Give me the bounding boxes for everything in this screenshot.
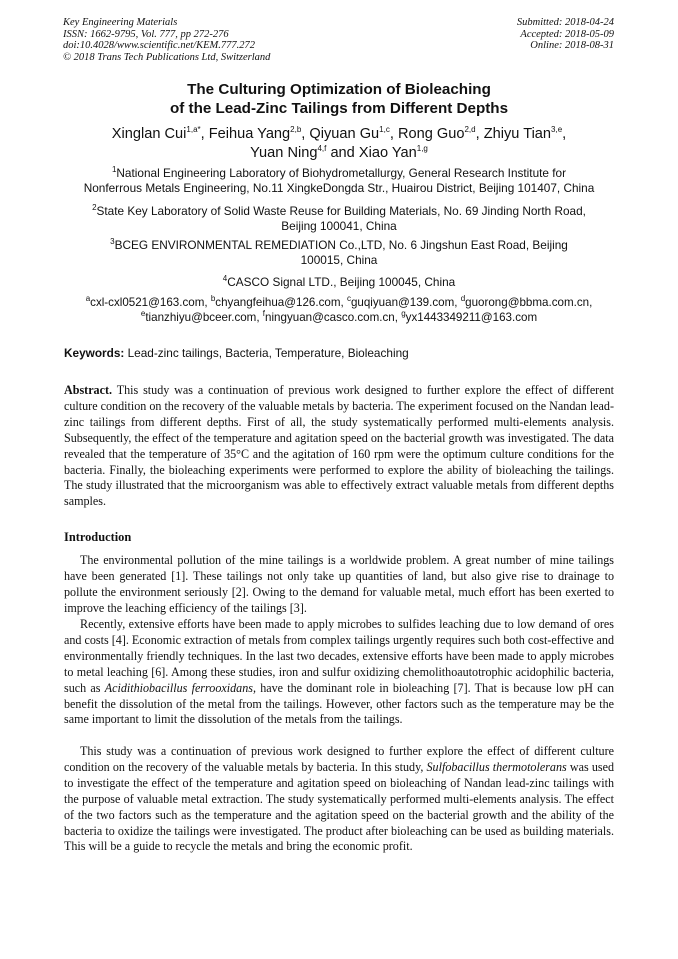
- email-key: b: [210, 294, 216, 304]
- author-affil: 1,c: [379, 125, 390, 135]
- author-name: Yuan Ning: [250, 145, 318, 161]
- keywords-label: Keywords:: [64, 346, 125, 360]
- email-link[interactable]: tianzhiyu@bceer.com: [145, 310, 257, 324]
- journal-name: Key Engineering Materials: [63, 17, 178, 28]
- author-affil: 3,e: [551, 125, 563, 135]
- journal-copyright: © 2018 Trans Tech Publications Ltd, Switzerland: [63, 51, 271, 63]
- author-name: Zhiyu Tian: [483, 126, 552, 142]
- email-link[interactable]: guqiyuan@139.com: [350, 296, 455, 309]
- journal-doi: doi:10.4028/www.scientific.net/KEM.777.272: [63, 40, 255, 51]
- intro-text: have the dominant role in bioleaching [7]. That is because low pH can benefit the dissolution of the metal from the tailings. However, other factors such as the temperature may be the same important to limit the dissolution of the metals from the tailings.: [64, 680, 615, 727]
- journal-issn: ISSN: 1662-9795, Vol. 777, pp 272-276: [63, 28, 229, 40]
- abstract-text: This study was a continuation of previous work designed to further explore the effect of different culture condition on the recovery of the valuable metals by bacteria. The experiment focused on the Nandan lead-zinc tailings from different depths. First of all, the study systematically performed multi-elements analysis. Subsequently, the effect of the temperature and agitation speed on the bacterial growth was investigated. The data revealed that the temperature of 35°C and the agitation of 160 rpm were the optimum culture conditions for the bacteria. Finally, the bioleaching experiments were performed to explore the ability of bioleaching the tailings. The study illustrated that the microorganism was able to effectively extract valuable metals from different depths samples.: [64, 383, 614, 509]
- dates-info: [517, 17, 614, 52]
- author-affil: 1,a*: [186, 125, 201, 135]
- keywords: [64, 346, 409, 360]
- author-sep: ,: [475, 126, 484, 142]
- email-key: d: [460, 294, 466, 304]
- author-affil: 2,d: [464, 125, 476, 135]
- author-sep: ,: [301, 126, 310, 142]
- author-name: Xinglan Cui: [111, 126, 187, 142]
- intro-text: was used to investigate the effect of the temperature and agitation speed on bioleaching of Nandan lead-zinc tailings with the purpose of valuable metal extraction. The study systematically performed multi-elements analysis. The effect of the two factors such as the temperature and the agitation speed on the bacterial growth and the ability of the bacteria to oxidize the tailings were investigated. The product after bioleaching can be used as building materials. This will be a guide to recycle the metals and bring the economic profit.: [64, 759, 614, 854]
- paper-title: [40, 80, 638, 118]
- author-name: Xiao Yan: [358, 145, 417, 161]
- intro-paragraph-2: [64, 617, 614, 728]
- affiliation-1: [58, 166, 620, 195]
- author-name: Feihua Yang: [208, 126, 291, 142]
- affiliation-3: [58, 238, 620, 267]
- email-link[interactable]: ningyuan@casco.com.cn: [265, 310, 395, 324]
- affil-text: 100015, China: [300, 252, 378, 267]
- submitted-date: Submitted: 2018-04-24: [516, 17, 614, 28]
- title-line-2: of the Lead-Zinc Tailings from Different Depths: [169, 100, 509, 117]
- affil-number: 3: [110, 237, 115, 247]
- affiliation-4: [58, 275, 620, 290]
- species-name: Sulfobacillus thermotolerans: [426, 759, 567, 774]
- author-sep: and: [326, 145, 359, 161]
- affil-text: National Engineering Laboratory of Biohydrometallurgy, General Research Institute for: [116, 166, 567, 180]
- intro-text: This study was a continuation of previous work designed to further explore the effect of different culture condition on the recovery of the valuable metals by bacteria. In this study,: [64, 744, 614, 774]
- abstract: [64, 383, 614, 510]
- author-affil: 2,b: [290, 125, 302, 135]
- intro-paragraph-3: [64, 744, 614, 855]
- affil-text: Beijing 100041, China: [281, 218, 397, 233]
- affil-number: 4: [222, 274, 228, 284]
- intro-text: Recently, extensive efforts have been made to apply microbes to sulfides leaching due to low demand of ores and costs [4]. Economic extraction of metals from complex tailings urgently requires such both cost-effective and environmentally friendly techniques. In the last two decades, extensive efforts have been made to apply microbes to metal leaching [6]. Among these studies, iron and sulfur oxidizing chemolithoautotrophic acidophilic bacteria, such as: [64, 617, 614, 695]
- affil-text: State Key Laboratory of Solid Waste Reuse for Building Materials, No. 69 Jinding North Road,: [96, 204, 586, 218]
- email-key: c: [346, 294, 351, 304]
- author-affil: 4,f: [317, 144, 327, 154]
- accepted-date: Accepted: 2018-05-09: [520, 28, 614, 40]
- email-key: f: [262, 308, 266, 318]
- email-link[interactable]: cxl-cxl0521@163.com: [90, 296, 205, 309]
- author-sep: ,: [389, 126, 398, 142]
- title-line-1: The Culturing Optimization of Bioleaching: [187, 81, 491, 98]
- affil-text: Nonferrous Metals Engineering, No.11 XingkeDongda Str., Huairou District, Beijing 101407, China: [83, 180, 595, 195]
- author-name: Rong Guo: [397, 126, 465, 142]
- author-affil: 1,g: [416, 144, 428, 154]
- intro-paragraph-1: The environmental pollution of the mine tailings is a worldwide problem. A great number of mine tailings have been generated [1]. These tailings not only take up quantities of land, but also give rise to drainage to pollute the environment seriously [2]. Owing to the demand for valuable metal, much effort has been exerted to improve the leaching efficiency of the tailings [3].: [64, 553, 614, 615]
- author-sep: ,: [200, 126, 209, 142]
- email-key: e: [140, 308, 146, 318]
- affil-number: 1: [111, 165, 117, 175]
- keywords-text: Lead-zinc tailings, Bacteria, Temperature, Bioleaching: [127, 346, 409, 360]
- email-link[interactable]: guorong@bbma.com.cn: [465, 296, 590, 309]
- online-date: Online: 2018-08-31: [530, 40, 614, 51]
- abstract-label: Abstract.: [64, 383, 113, 397]
- email-link[interactable]: chyangfeihua@126.com: [215, 296, 341, 309]
- affiliation-2: [58, 204, 620, 233]
- email-link[interactable]: yx1443349211@163.com: [405, 310, 538, 324]
- affil-text: CASCO Signal LTD., Beijing 100045, China: [227, 275, 456, 289]
- email-list: $^a$cxl-cxl0521@163.com, $^b$chyangfeihua@126.com, $^c$guqiyuan@139.com, $^d$guorong@bbma.com.cn, $^e$tianzhiyu@bceer.com, $^f$ningyuan@casco.com.cn, $^g$yx1443349211@163.com: [85, 294, 593, 324]
- journal-info: [63, 17, 270, 63]
- author-sep: ,: [562, 126, 567, 142]
- email-key: g: [401, 308, 406, 318]
- species-name: Acidithiobacillus ferrooxidans,: [104, 680, 256, 695]
- affil-number: 2: [92, 203, 97, 213]
- affil-text: BCEG ENVIRONMENTAL REMEDIATION Co.,LTD, No. 6 Jingshun East Road, Beijing: [114, 238, 568, 252]
- author-list: [40, 125, 638, 163]
- email-key: a: [85, 294, 91, 304]
- introduction-heading: Introduction: [64, 530, 132, 544]
- author-name: Qiyuan Gu: [309, 126, 380, 142]
